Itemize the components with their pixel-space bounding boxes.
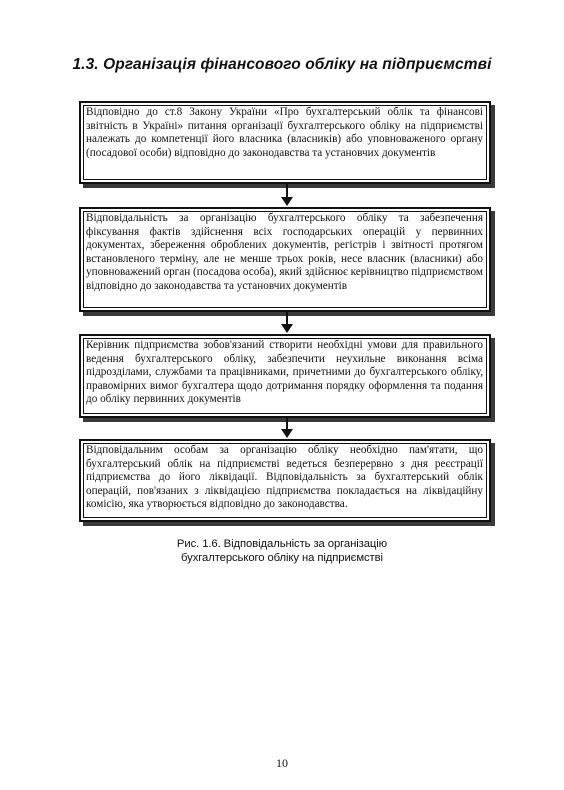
flow-box-text: Відповідно до ст.8 Закону України «Про бухгалтерський облік та фінансові звітність в Україні» питання організації бухгалтерського обліку на підприємстві належать до компетенції його власника (власників) або уповноваженого органу (посадової особи) відповідно до законодавства та установчих документів — [86, 106, 483, 159]
flow-box-4 — [79, 439, 491, 522]
caption-line-2: бухгалтерського обліку на підприємстві — [181, 552, 383, 564]
flow-arrow-2 — [281, 312, 293, 334]
flow-box-1 — [79, 101, 491, 184]
figure-caption — [0, 537, 564, 565]
flow-box-3 — [79, 334, 491, 418]
caption-line-1: Рис. 1.6. Відповідальність за організацію — [176, 538, 388, 550]
flow-arrow-1 — [281, 184, 293, 206]
flow-box-text: Відповідальність за організацію бухгалтерського обліку та забезпечення фіксування фактів здійснення всіх господарських операцій у первинних документах, збереження оброблених документів, регістрів і звітності протягом встановленого терміну, але не менше трьох років, несе власник (власники) або уповноважений орган (посадова особа), який здійснює керівництво підприємством відповідно до законодавства та установчих документів — [86, 212, 483, 292]
flow-box-2 — [79, 207, 491, 312]
flow-arrow-3 — [281, 418, 293, 439]
page-title: 1.3. Організація фінансового обліку на підприємстві — [72, 56, 492, 73]
flow-box-text: Керівник підприємства зобов'язаний створити необхідні умови для правильного ведення бухгалтерського обліку, забезпечити неухильне виконання всіма підрозділами, службами та працівниками, причетними до бухгалтерського обліку, правомірних вимог бухгалтера щодо дотримання порядку оформлення та подання до обліку первинних документів — [86, 339, 483, 405]
page-number: 10 — [276, 756, 288, 770]
flow-box-text: Відповідальним особам за організацію обліку необхідно пам'ятати, що бухгалтерський облік на підприємстві ведеться безперервно з дня реєстрації підприємства до його ліквідації. Відповідальність за бухгалтерський облік операцій, пов'язаних з ліквідацією підприємства покладається на ліквідаційну комісію, яка утворюється відповідно до законодавства. — [86, 444, 483, 510]
